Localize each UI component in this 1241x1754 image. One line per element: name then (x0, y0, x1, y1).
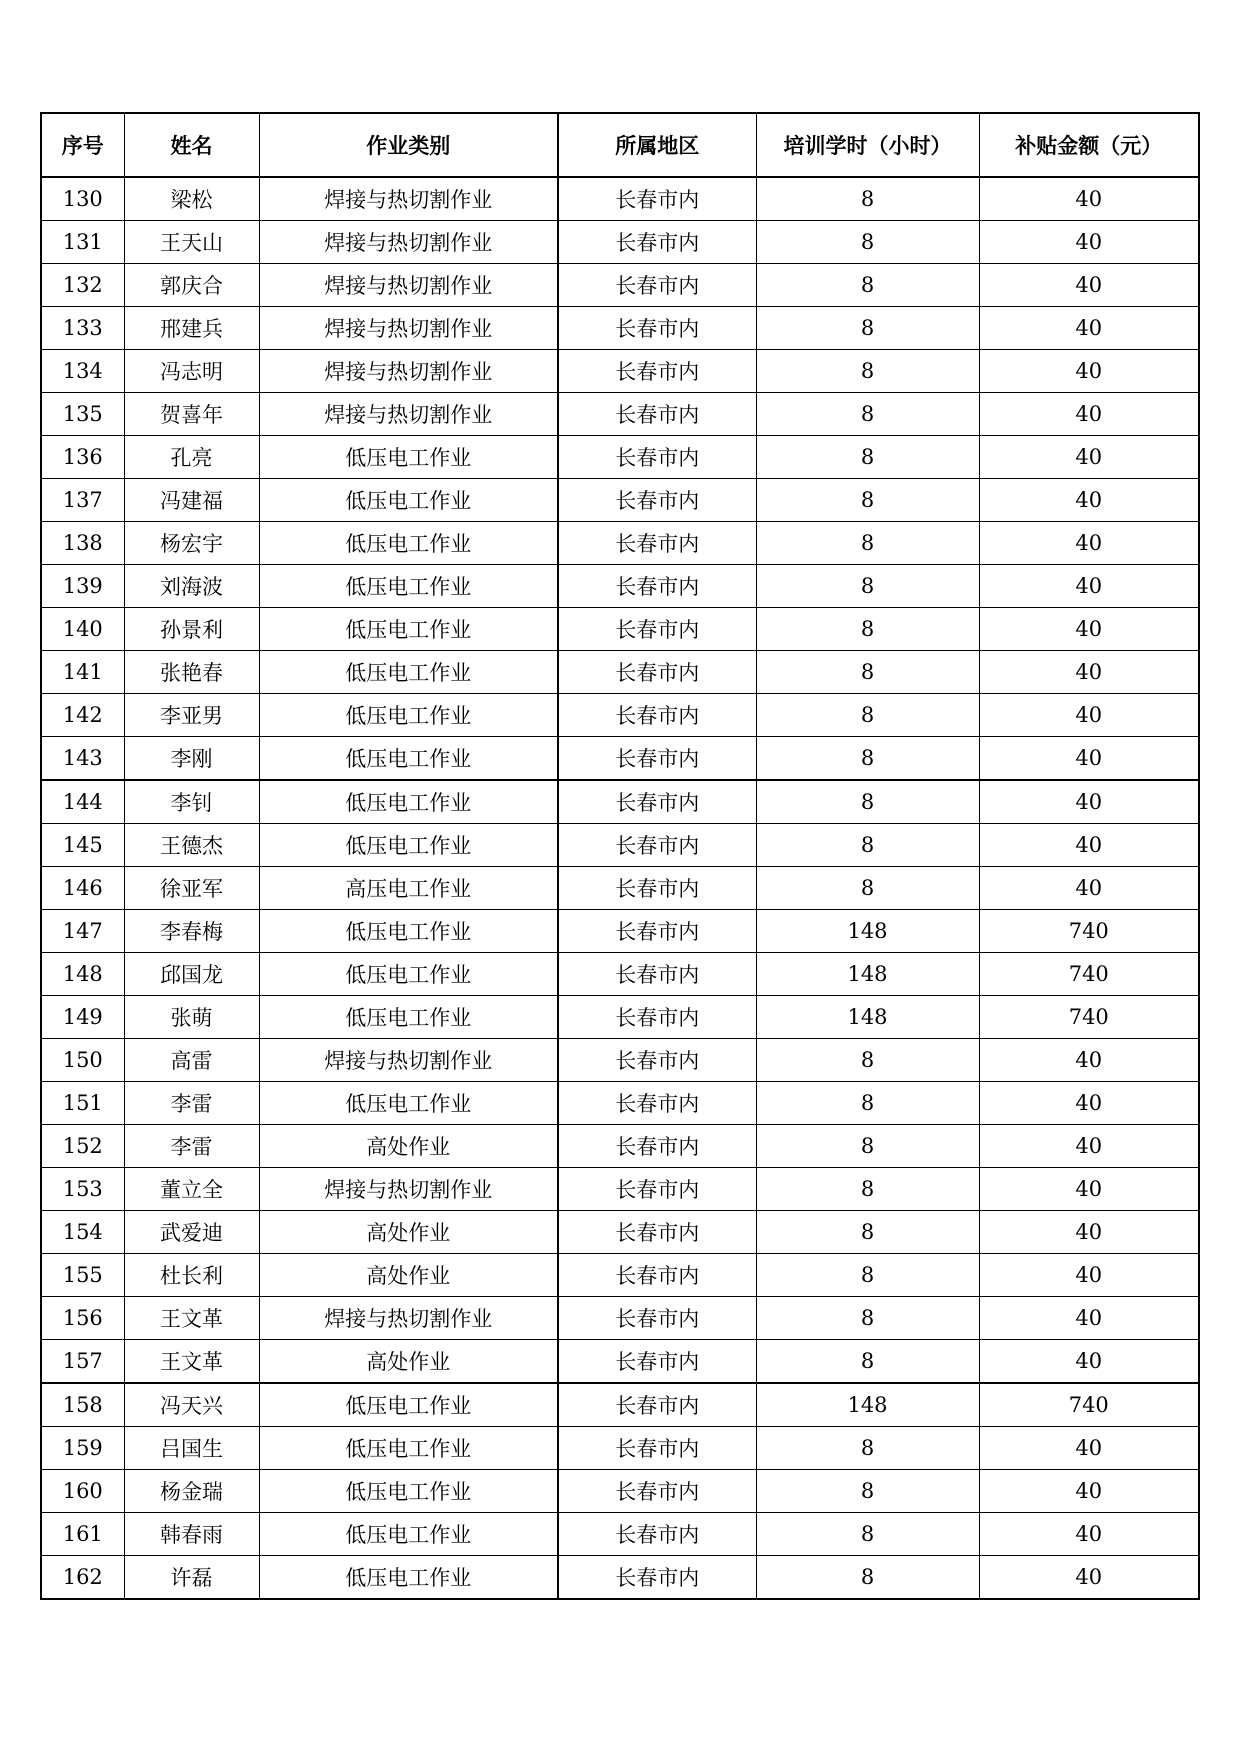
cell-region: 长春市内 (558, 177, 756, 221)
cell-name: 王文革 (124, 1340, 259, 1384)
cell-training-hours: 8 (756, 1470, 979, 1513)
cell-serial-number: 156 (41, 1297, 124, 1340)
table-row (41, 1427, 1199, 1470)
cell-serial-number: 153 (41, 1168, 124, 1211)
cell-work-category: 低压电工作业 (259, 651, 558, 694)
cell-region: 长春市内 (558, 1297, 756, 1340)
cell-work-category: 低压电工作业 (259, 1383, 558, 1427)
cell-name: 李雷 (124, 1125, 259, 1168)
cell-region: 长春市内 (558, 1082, 756, 1125)
cell-serial-number: 155 (41, 1254, 124, 1297)
table-row (41, 694, 1199, 737)
cell-subsidy-amount: 40 (979, 1168, 1199, 1211)
cell-serial-number: 152 (41, 1125, 124, 1168)
cell-serial-number: 150 (41, 1039, 124, 1082)
cell-training-hours: 8 (756, 1211, 979, 1254)
cell-region: 长春市内 (558, 996, 756, 1039)
cell-subsidy-amount: 40 (979, 867, 1199, 910)
cell-region: 长春市内 (558, 1383, 756, 1427)
cell-serial-number: 130 (41, 177, 124, 221)
table-row (41, 1168, 1199, 1211)
cell-region: 长春市内 (558, 694, 756, 737)
cell-serial-number: 161 (41, 1513, 124, 1556)
table-row (41, 867, 1199, 910)
cell-training-hours: 8 (756, 694, 979, 737)
table-row (41, 264, 1199, 307)
table-row (41, 1125, 1199, 1168)
cell-region: 长春市内 (558, 867, 756, 910)
cell-training-hours: 8 (756, 1556, 979, 1600)
table-row (41, 1340, 1199, 1384)
cell-work-category: 低压电工作业 (259, 608, 558, 651)
cell-name: 王德杰 (124, 824, 259, 867)
cell-subsidy-amount: 40 (979, 264, 1199, 307)
cell-region: 长春市内 (558, 953, 756, 996)
cell-name: 许磊 (124, 1556, 259, 1600)
table-body (41, 177, 1199, 1599)
table-row (41, 393, 1199, 436)
cell-name: 邱国龙 (124, 953, 259, 996)
cell-work-category: 焊接与热切割作业 (259, 1039, 558, 1082)
cell-subsidy-amount: 40 (979, 1470, 1199, 1513)
cell-work-category: 低压电工作业 (259, 953, 558, 996)
cell-work-category: 低压电工作业 (259, 780, 558, 824)
table-row (41, 177, 1199, 221)
cell-subsidy-amount: 40 (979, 1340, 1199, 1384)
cell-serial-number: 139 (41, 565, 124, 608)
cell-serial-number: 142 (41, 694, 124, 737)
cell-work-category: 低压电工作业 (259, 436, 558, 479)
cell-training-hours: 148 (756, 996, 979, 1039)
cell-name: 孔亮 (124, 436, 259, 479)
cell-subsidy-amount: 40 (979, 522, 1199, 565)
cell-work-category: 高处作业 (259, 1254, 558, 1297)
cell-name: 李刚 (124, 737, 259, 781)
cell-serial-number: 140 (41, 608, 124, 651)
cell-serial-number: 134 (41, 350, 124, 393)
cell-work-category: 低压电工作业 (259, 1470, 558, 1513)
cell-training-hours: 8 (756, 479, 979, 522)
table-row (41, 996, 1199, 1039)
cell-serial-number: 160 (41, 1470, 124, 1513)
cell-serial-number: 154 (41, 1211, 124, 1254)
table-row (41, 1470, 1199, 1513)
table-row (41, 1556, 1199, 1600)
cell-training-hours: 148 (756, 910, 979, 953)
table-row (41, 436, 1199, 479)
cell-region: 长春市内 (558, 1125, 756, 1168)
cell-subsidy-amount: 40 (979, 608, 1199, 651)
cell-work-category: 低压电工作业 (259, 522, 558, 565)
cell-work-category: 焊接与热切割作业 (259, 264, 558, 307)
cell-name: 李春梅 (124, 910, 259, 953)
cell-work-category: 低压电工作业 (259, 1556, 558, 1600)
cell-subsidy-amount: 740 (979, 910, 1199, 953)
cell-work-category: 低压电工作业 (259, 1513, 558, 1556)
cell-training-hours: 8 (756, 780, 979, 824)
cell-region: 长春市内 (558, 1340, 756, 1384)
cell-subsidy-amount: 40 (979, 479, 1199, 522)
cell-region: 长春市内 (558, 1211, 756, 1254)
cell-name: 孙景利 (124, 608, 259, 651)
cell-training-hours: 148 (756, 1383, 979, 1427)
cell-subsidy-amount: 40 (979, 177, 1199, 221)
cell-serial-number: 136 (41, 436, 124, 479)
cell-region: 长春市内 (558, 350, 756, 393)
cell-region: 长春市内 (558, 565, 756, 608)
cell-work-category: 焊接与热切割作业 (259, 350, 558, 393)
cell-serial-number: 146 (41, 867, 124, 910)
table-row (41, 565, 1199, 608)
cell-name: 郭庆合 (124, 264, 259, 307)
table-row (41, 1383, 1199, 1427)
cell-subsidy-amount: 40 (979, 1082, 1199, 1125)
cell-name: 冯志明 (124, 350, 259, 393)
cell-region: 长春市内 (558, 1427, 756, 1470)
cell-serial-number: 135 (41, 393, 124, 436)
cell-work-category: 低压电工作业 (259, 694, 558, 737)
cell-training-hours: 8 (756, 522, 979, 565)
cell-training-hours: 8 (756, 1427, 979, 1470)
table-row (41, 307, 1199, 350)
header-row (41, 113, 1199, 177)
cell-region: 长春市内 (558, 479, 756, 522)
cell-name: 杨金瑞 (124, 1470, 259, 1513)
cell-region: 长春市内 (558, 737, 756, 781)
cell-name: 冯建福 (124, 479, 259, 522)
cell-name: 贺喜年 (124, 393, 259, 436)
cell-region: 长春市内 (558, 436, 756, 479)
cell-region: 长春市内 (558, 651, 756, 694)
cell-work-category: 焊接与热切割作业 (259, 393, 558, 436)
table-row (41, 910, 1199, 953)
cell-name: 梁松 (124, 177, 259, 221)
cell-region: 长春市内 (558, 393, 756, 436)
cell-subsidy-amount: 40 (979, 1556, 1199, 1600)
cell-region: 长春市内 (558, 307, 756, 350)
cell-work-category: 焊接与热切割作业 (259, 221, 558, 264)
cell-work-category: 低压电工作业 (259, 1082, 558, 1125)
cell-subsidy-amount: 40 (979, 1297, 1199, 1340)
cell-training-hours: 8 (756, 1039, 979, 1082)
cell-training-hours: 8 (756, 565, 979, 608)
cell-subsidy-amount: 40 (979, 221, 1199, 264)
table-row (41, 479, 1199, 522)
cell-serial-number: 133 (41, 307, 124, 350)
cell-name: 韩春雨 (124, 1513, 259, 1556)
cell-name: 李钊 (124, 780, 259, 824)
table-row (41, 824, 1199, 867)
cell-region: 长春市内 (558, 824, 756, 867)
cell-region: 长春市内 (558, 780, 756, 824)
header-work-category: 作业类别 (259, 113, 558, 177)
cell-training-hours: 8 (756, 393, 979, 436)
cell-serial-number: 159 (41, 1427, 124, 1470)
cell-name: 刘海波 (124, 565, 259, 608)
cell-serial-number: 148 (41, 953, 124, 996)
cell-region: 长春市内 (558, 1254, 756, 1297)
cell-subsidy-amount: 40 (979, 824, 1199, 867)
cell-work-category: 低压电工作业 (259, 479, 558, 522)
table-row (41, 1211, 1199, 1254)
cell-work-category: 焊接与热切割作业 (259, 1297, 558, 1340)
cell-work-category: 低压电工作业 (259, 1427, 558, 1470)
cell-serial-number: 131 (41, 221, 124, 264)
cell-region: 长春市内 (558, 1039, 756, 1082)
cell-name: 李雷 (124, 1082, 259, 1125)
cell-training-hours: 8 (756, 436, 979, 479)
cell-training-hours: 8 (756, 608, 979, 651)
cell-serial-number: 137 (41, 479, 124, 522)
cell-serial-number: 147 (41, 910, 124, 953)
table-row (41, 522, 1199, 565)
cell-subsidy-amount: 40 (979, 565, 1199, 608)
cell-subsidy-amount: 40 (979, 1211, 1199, 1254)
cell-training-hours: 8 (756, 1168, 979, 1211)
cell-work-category: 焊接与热切割作业 (259, 177, 558, 221)
cell-subsidy-amount: 740 (979, 996, 1199, 1039)
cell-training-hours: 8 (756, 824, 979, 867)
cell-name: 张萌 (124, 996, 259, 1039)
cell-serial-number: 141 (41, 651, 124, 694)
cell-subsidy-amount: 40 (979, 307, 1199, 350)
header-subsidy-amount: 补贴金额（元） (979, 113, 1199, 177)
cell-name: 杨宏宇 (124, 522, 259, 565)
cell-serial-number: 158 (41, 1383, 124, 1427)
cell-name: 高雷 (124, 1039, 259, 1082)
cell-training-hours: 8 (756, 1254, 979, 1297)
cell-subsidy-amount: 40 (979, 737, 1199, 781)
cell-name: 邢建兵 (124, 307, 259, 350)
header-serial-number: 序号 (41, 113, 124, 177)
cell-region: 长春市内 (558, 522, 756, 565)
cell-region: 长春市内 (558, 1168, 756, 1211)
cell-training-hours: 8 (756, 1082, 979, 1125)
cell-subsidy-amount: 40 (979, 1427, 1199, 1470)
cell-work-category: 高处作业 (259, 1125, 558, 1168)
cell-name: 王天山 (124, 221, 259, 264)
table-row (41, 1082, 1199, 1125)
table-row (41, 1297, 1199, 1340)
cell-subsidy-amount: 40 (979, 1513, 1199, 1556)
table-row (41, 953, 1199, 996)
cell-serial-number: 143 (41, 737, 124, 781)
cell-training-hours: 148 (756, 953, 979, 996)
table-row (41, 651, 1199, 694)
cell-training-hours: 8 (756, 264, 979, 307)
cell-training-hours: 8 (756, 1297, 979, 1340)
table-row (41, 608, 1199, 651)
header-training-hours: 培训学时（小时） (756, 113, 979, 177)
header-name: 姓名 (124, 113, 259, 177)
cell-serial-number: 149 (41, 996, 124, 1039)
cell-region: 长春市内 (558, 608, 756, 651)
cell-subsidy-amount: 40 (979, 393, 1199, 436)
cell-training-hours: 8 (756, 350, 979, 393)
cell-subsidy-amount: 40 (979, 651, 1199, 694)
cell-work-category: 低压电工作业 (259, 824, 558, 867)
cell-region: 长春市内 (558, 1556, 756, 1600)
cell-work-category: 低压电工作业 (259, 910, 558, 953)
cell-training-hours: 8 (756, 221, 979, 264)
cell-name: 李亚男 (124, 694, 259, 737)
cell-work-category: 高处作业 (259, 1211, 558, 1254)
table-row (41, 1513, 1199, 1556)
cell-work-category: 低压电工作业 (259, 565, 558, 608)
cell-subsidy-amount: 40 (979, 1039, 1199, 1082)
cell-work-category: 低压电工作业 (259, 996, 558, 1039)
cell-name: 冯天兴 (124, 1383, 259, 1427)
cell-name: 徐亚军 (124, 867, 259, 910)
cell-region: 长春市内 (558, 264, 756, 307)
table-row (41, 350, 1199, 393)
cell-subsidy-amount: 40 (979, 1125, 1199, 1168)
table-row (41, 737, 1199, 781)
cell-subsidy-amount: 40 (979, 780, 1199, 824)
cell-serial-number: 162 (41, 1556, 124, 1600)
cell-serial-number: 138 (41, 522, 124, 565)
subsidy-table (40, 112, 1200, 1600)
cell-name: 董立全 (124, 1168, 259, 1211)
cell-region: 长春市内 (558, 910, 756, 953)
table-row (41, 780, 1199, 824)
cell-serial-number: 157 (41, 1340, 124, 1384)
cell-subsidy-amount: 40 (979, 1254, 1199, 1297)
table-row (41, 1039, 1199, 1082)
cell-training-hours: 8 (756, 1513, 979, 1556)
cell-subsidy-amount: 40 (979, 436, 1199, 479)
cell-work-category: 焊接与热切割作业 (259, 307, 558, 350)
cell-name: 武爱迪 (124, 1211, 259, 1254)
cell-subsidy-amount: 40 (979, 350, 1199, 393)
cell-work-category: 低压电工作业 (259, 737, 558, 781)
cell-region: 长春市内 (558, 1513, 756, 1556)
cell-name: 王文革 (124, 1297, 259, 1340)
cell-subsidy-amount: 740 (979, 1383, 1199, 1427)
cell-serial-number: 144 (41, 780, 124, 824)
cell-work-category: 高处作业 (259, 1340, 558, 1384)
cell-training-hours: 8 (756, 737, 979, 781)
cell-training-hours: 8 (756, 651, 979, 694)
table-row (41, 221, 1199, 264)
cell-serial-number: 132 (41, 264, 124, 307)
cell-region: 长春市内 (558, 1470, 756, 1513)
cell-training-hours: 8 (756, 1125, 979, 1168)
cell-name: 吕国生 (124, 1427, 259, 1470)
cell-subsidy-amount: 40 (979, 694, 1199, 737)
cell-name: 张艳春 (124, 651, 259, 694)
cell-serial-number: 151 (41, 1082, 124, 1125)
cell-training-hours: 8 (756, 867, 979, 910)
cell-work-category: 焊接与热切割作业 (259, 1168, 558, 1211)
cell-training-hours: 8 (756, 307, 979, 350)
cell-subsidy-amount: 740 (979, 953, 1199, 996)
cell-name: 杜长利 (124, 1254, 259, 1297)
cell-training-hours: 8 (756, 1340, 979, 1384)
cell-work-category: 高压电工作业 (259, 867, 558, 910)
table-row (41, 1254, 1199, 1297)
cell-training-hours: 8 (756, 177, 979, 221)
cell-region: 长春市内 (558, 221, 756, 264)
header-region: 所属地区 (558, 113, 756, 177)
cell-serial-number: 145 (41, 824, 124, 867)
